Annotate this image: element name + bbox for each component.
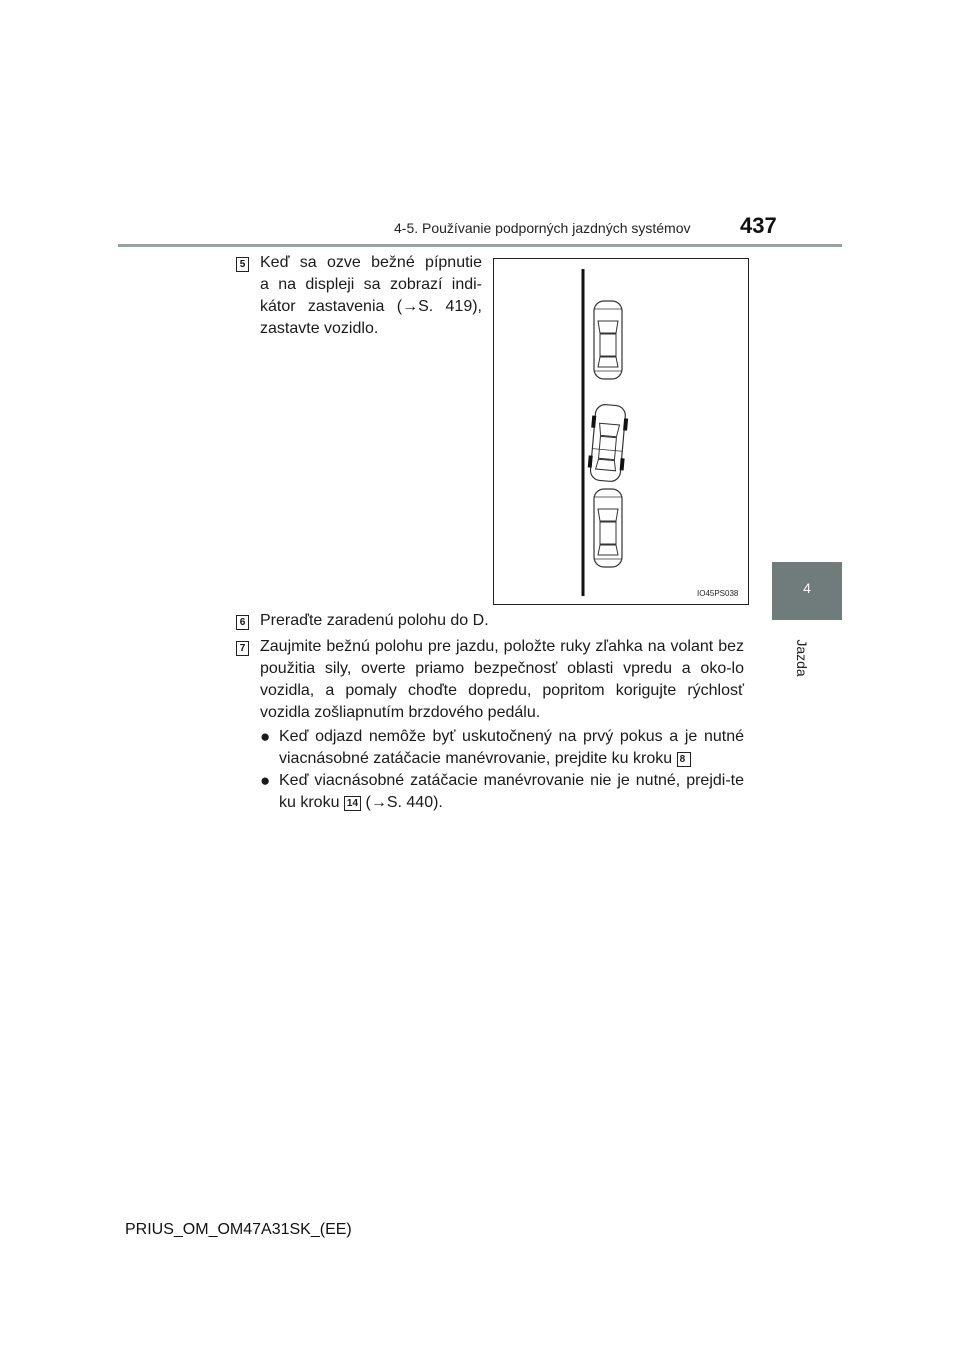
parallel-parking-diagram-icon (494, 259, 750, 606)
parked-car-rear (594, 489, 622, 567)
step-7-text: Zaujmite bežnú polohu pre jazdu, položte ruky zľahka na volant bez použitia sily, overte priamo bezpečnosť oblasti vpredu a oko-lo vozidla, a pomaly choďte dopredu, popritom korigujte rýchlosť vozidla zošliapnutím brzdového pedálu. (260, 638, 744, 721)
step-number-5: 5 (236, 257, 249, 272)
step-5-line-3: kátor zastavenia (→S. 419), (260, 298, 482, 315)
step-5-text (260, 252, 482, 340)
bullet-icon: ● (260, 727, 271, 746)
bullet-item (260, 726, 744, 770)
step-6-text: Preraďte zaradenú polohu do D. (260, 612, 489, 629)
step-number-7: 7 (236, 641, 249, 656)
bullet-item (260, 770, 744, 814)
step-ref: 8 (677, 752, 691, 767)
page-ref: (→S. 440). (365, 794, 443, 811)
step-5-line-2: a na displeji sa zobrazí indi- (260, 276, 482, 293)
parallel-parking-figure (493, 258, 749, 605)
chapter-label (792, 628, 812, 688)
own-vehicle (587, 404, 629, 483)
bullet-text: Keď viacnásobné zatáčacie manévrovanie nie je nutné, prejdi-te ku kroku (279, 772, 744, 811)
document-id: PRIUS_OM_OM47A31SK_(EE) (125, 1221, 352, 1238)
step-number-6: 6 (236, 615, 249, 630)
chapter-name: Jazda (794, 639, 810, 677)
section-title: 4-5. Používanie podporných jazdných systémov (394, 220, 691, 236)
figure-code: IO45PS038 (697, 589, 739, 598)
parked-car-front (594, 301, 622, 379)
bullet-text: Keď odjazd nemôže byť uskutočnený na prvý pokus a je nutné viacnásobné zatáčacie manévrovanie, prejdite ku kroku (279, 728, 744, 767)
chapter-tab (772, 562, 842, 620)
step-5-line-1: Keď sa ozve bežné pípnutie (260, 254, 482, 271)
chapter-number: 4 (803, 580, 811, 596)
header-rule (118, 244, 842, 247)
step-5-line-4: zastavte vozidlo. (260, 320, 379, 337)
page-number: 437 (740, 213, 777, 238)
step-ref: 14 (344, 796, 361, 811)
bullet-icon: ● (260, 771, 271, 790)
